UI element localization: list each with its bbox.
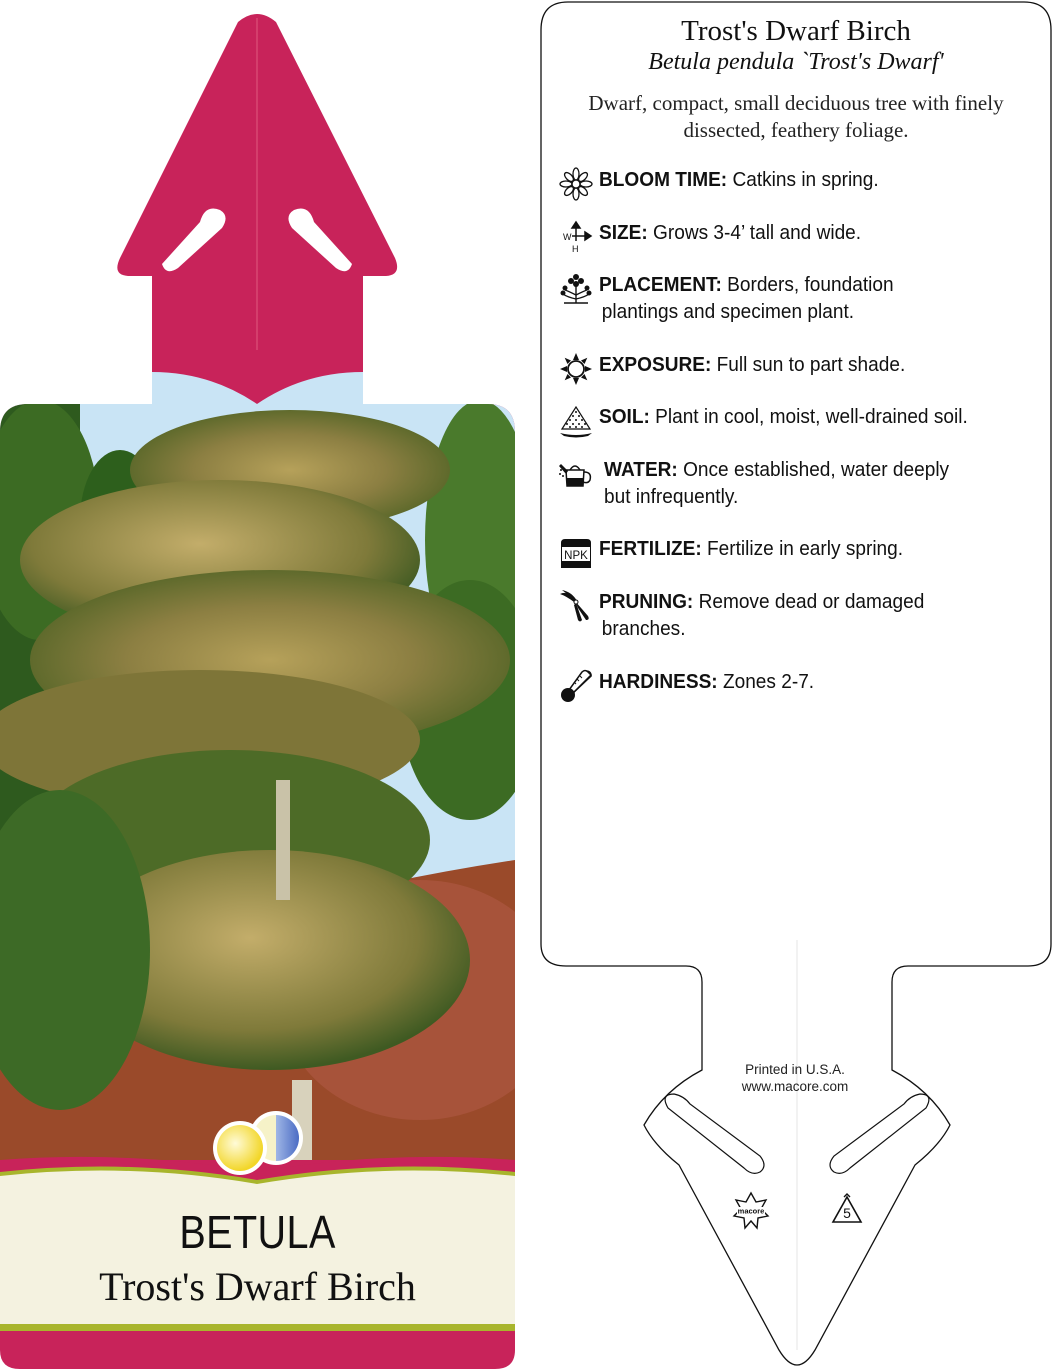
care-value-cont: but infrequently.: [604, 485, 739, 508]
printed-country: Printed in U.S.A.: [745, 1062, 845, 1077]
care-value: Plant in cool, moist, well-drained soil.: [655, 405, 968, 428]
care-value-cont: plantings and specimen plant.: [601, 300, 855, 323]
plant-title: Trost's Dwarf Birch: [681, 15, 911, 47]
soil-trowel-icon: [558, 403, 594, 439]
care-label: WATER:: [604, 458, 678, 481]
plant-description: Dwarf, compact, small deciduous tree with finely dissected, feathery foliage.: [588, 91, 1004, 142]
care-value: Fertilize in early spring.: [707, 537, 904, 560]
care-value: Grows 3-4’ tall and wide.: [653, 221, 862, 244]
care-value: Borders, foundation: [727, 273, 894, 296]
printed-info: [700, 1061, 890, 1095]
care-label: SIZE:: [599, 221, 648, 244]
flowers-placement-icon: [558, 271, 594, 307]
size-arrows-icon: [558, 219, 594, 255]
care-label: PLACEMENT:: [599, 273, 722, 296]
care-value: Zones 2-7.: [722, 670, 815, 693]
svg-text:5: 5: [843, 1205, 851, 1221]
common-name: Trost's Dwarf Birch: [99, 1264, 416, 1309]
care-label: PRUNING:: [599, 590, 694, 613]
care-label: EXPOSURE:: [599, 353, 712, 376]
svg-text:W: W: [563, 232, 572, 242]
care-value-cont: branches.: [601, 617, 686, 640]
care-value: Full sun to part shade.: [716, 353, 906, 376]
care-label: SOIL:: [599, 405, 650, 428]
latin-name: Betula pendula `Trost's Dwarf': [648, 49, 944, 75]
flower-icon: [558, 166, 594, 202]
care-value: Once established, water deeply: [683, 458, 950, 481]
care-value: Remove dead or damaged: [698, 590, 925, 613]
svg-text:H: H: [572, 244, 579, 254]
svg-text:NPK: NPK: [564, 550, 588, 562]
sun-icon: [558, 351, 594, 387]
npk-fertilizer-icon: [558, 535, 594, 571]
svg-text:macore: macore: [737, 1206, 765, 1216]
care-label: FERTILIZE:: [599, 537, 702, 560]
care-label: BLOOM TIME:: [599, 168, 728, 191]
genus-name: BETULA: [179, 1206, 336, 1258]
care-value: Catkins in spring.: [732, 168, 879, 191]
thermometer-icon: [558, 668, 594, 704]
printed-website: www.macore.com: [741, 1079, 849, 1094]
pruning-shears-icon: [558, 588, 594, 624]
care-label: HARDINESS:: [599, 670, 718, 693]
watering-can-icon: [558, 456, 594, 492]
